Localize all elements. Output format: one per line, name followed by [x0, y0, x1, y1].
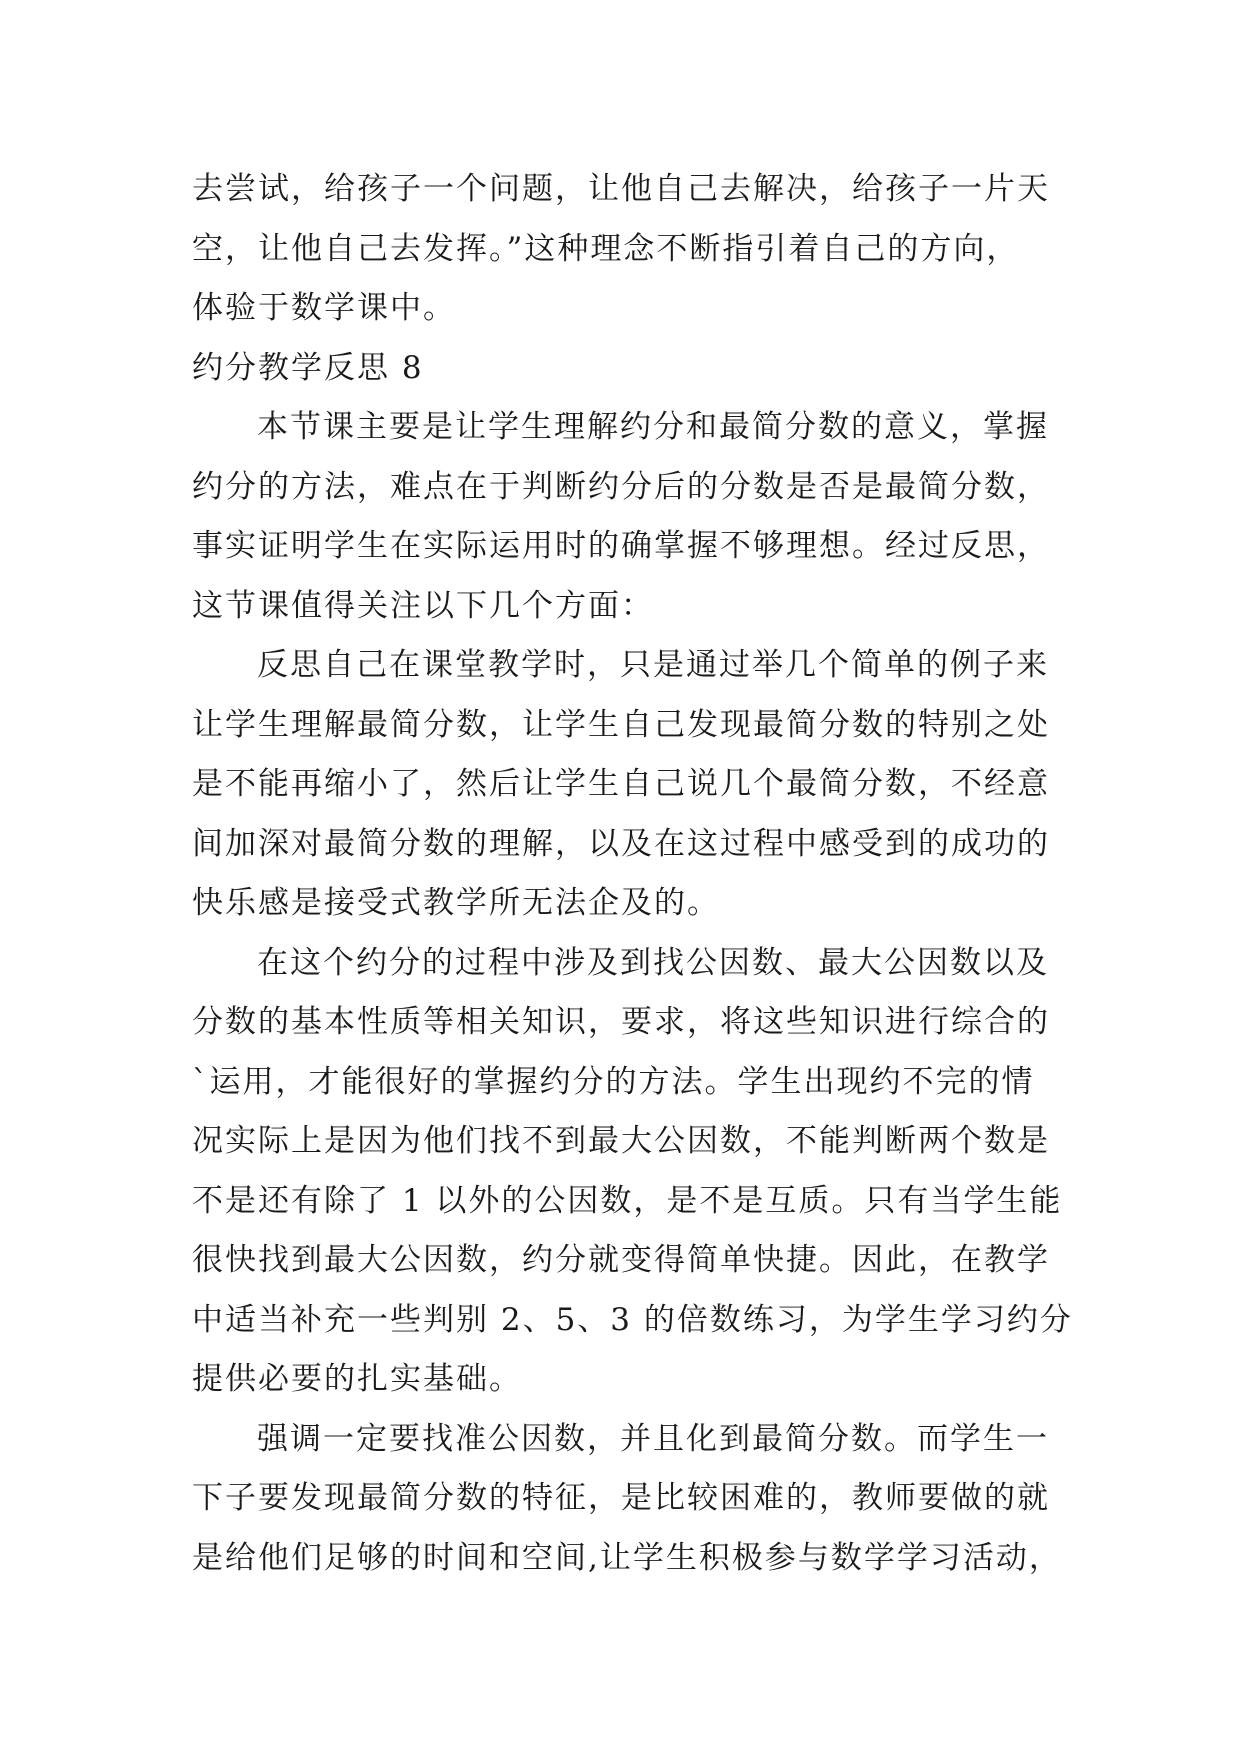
text-line: 提供必要的扎实基础。 [192, 1361, 522, 1397]
text-line: 这节课值得关注以下几个方面： [192, 587, 654, 624]
text-line: 下子要发现最简分数的特征，是比较困难的，教师要做的就 [192, 1480, 1050, 1516]
text-line: 体验于数学课中。 [192, 290, 456, 326]
text-line: 很快找到最大公因数，约分就变得简单快捷。因此，在教学 [192, 1242, 1050, 1278]
text-line: 不是还有除了 1 以外的公因数，是不是互质。只有当学生能 [192, 1182, 1063, 1219]
section-heading: 约分教学反思 8 [192, 349, 424, 386]
text-line: 分数的基本性质等相关知识，要求，将这些知识进行综合的 [192, 1004, 1050, 1040]
text-line: 中适当补充一些判别 2、5、3 的倍数练习，为学生学习约分 [192, 1301, 1073, 1338]
text-line: `运用，才能很好的掌握约分的方法。学生出现约不完的情 [192, 1063, 1035, 1100]
text-line: 间加深对最简分数的理解，以及在这过程中感受到的成功的 [192, 825, 1050, 862]
text-line: 让学生理解最简分数，让学生自己发现最简分数的特别之处 [192, 706, 1050, 743]
document-body [192, 160, 1072, 1588]
text-line: 快乐感是接受式教学所无法企及的。 [192, 885, 720, 921]
text-line: 约分的方法，难点在于判断约分后的分数是否是最简分数， [192, 468, 1050, 505]
paragraph-first-line: 强调一定要找准公因数，并且化到最简分数。而学生一 [257, 1420, 1049, 1457]
text-line: 事实证明学生在实际运用时的确掌握不够理想。经过反思， [192, 528, 1050, 564]
paragraph-first-line: 本节课主要是让学生理解约分和最简分数的意义，掌握 [257, 409, 1049, 445]
text-line: 况实际上是因为他们找不到最大公因数，不能判断两个数是 [192, 1123, 1050, 1159]
text-line: 是给他们足够的时间和空间,让学生积极参与数学学习活动， [192, 1539, 1062, 1576]
text-line: 空，让他自己去发挥。”这种理念不断指引着自己的方向， [192, 230, 1020, 267]
text-line: 去尝试，给孩子一个问题，让他自己去解决，给孩子一片天 [192, 171, 1050, 207]
paragraph-first-line: 反思自己在课堂教学时，只是通过举几个简单的例子来 [257, 647, 1049, 683]
paragraph-first-line: 在这个约分的过程中涉及到找公因数、最大公因数以及 [257, 944, 1049, 981]
text-line: 是不能再缩小了，然后让学生自己说几个最简分数，不经意 [192, 766, 1050, 802]
